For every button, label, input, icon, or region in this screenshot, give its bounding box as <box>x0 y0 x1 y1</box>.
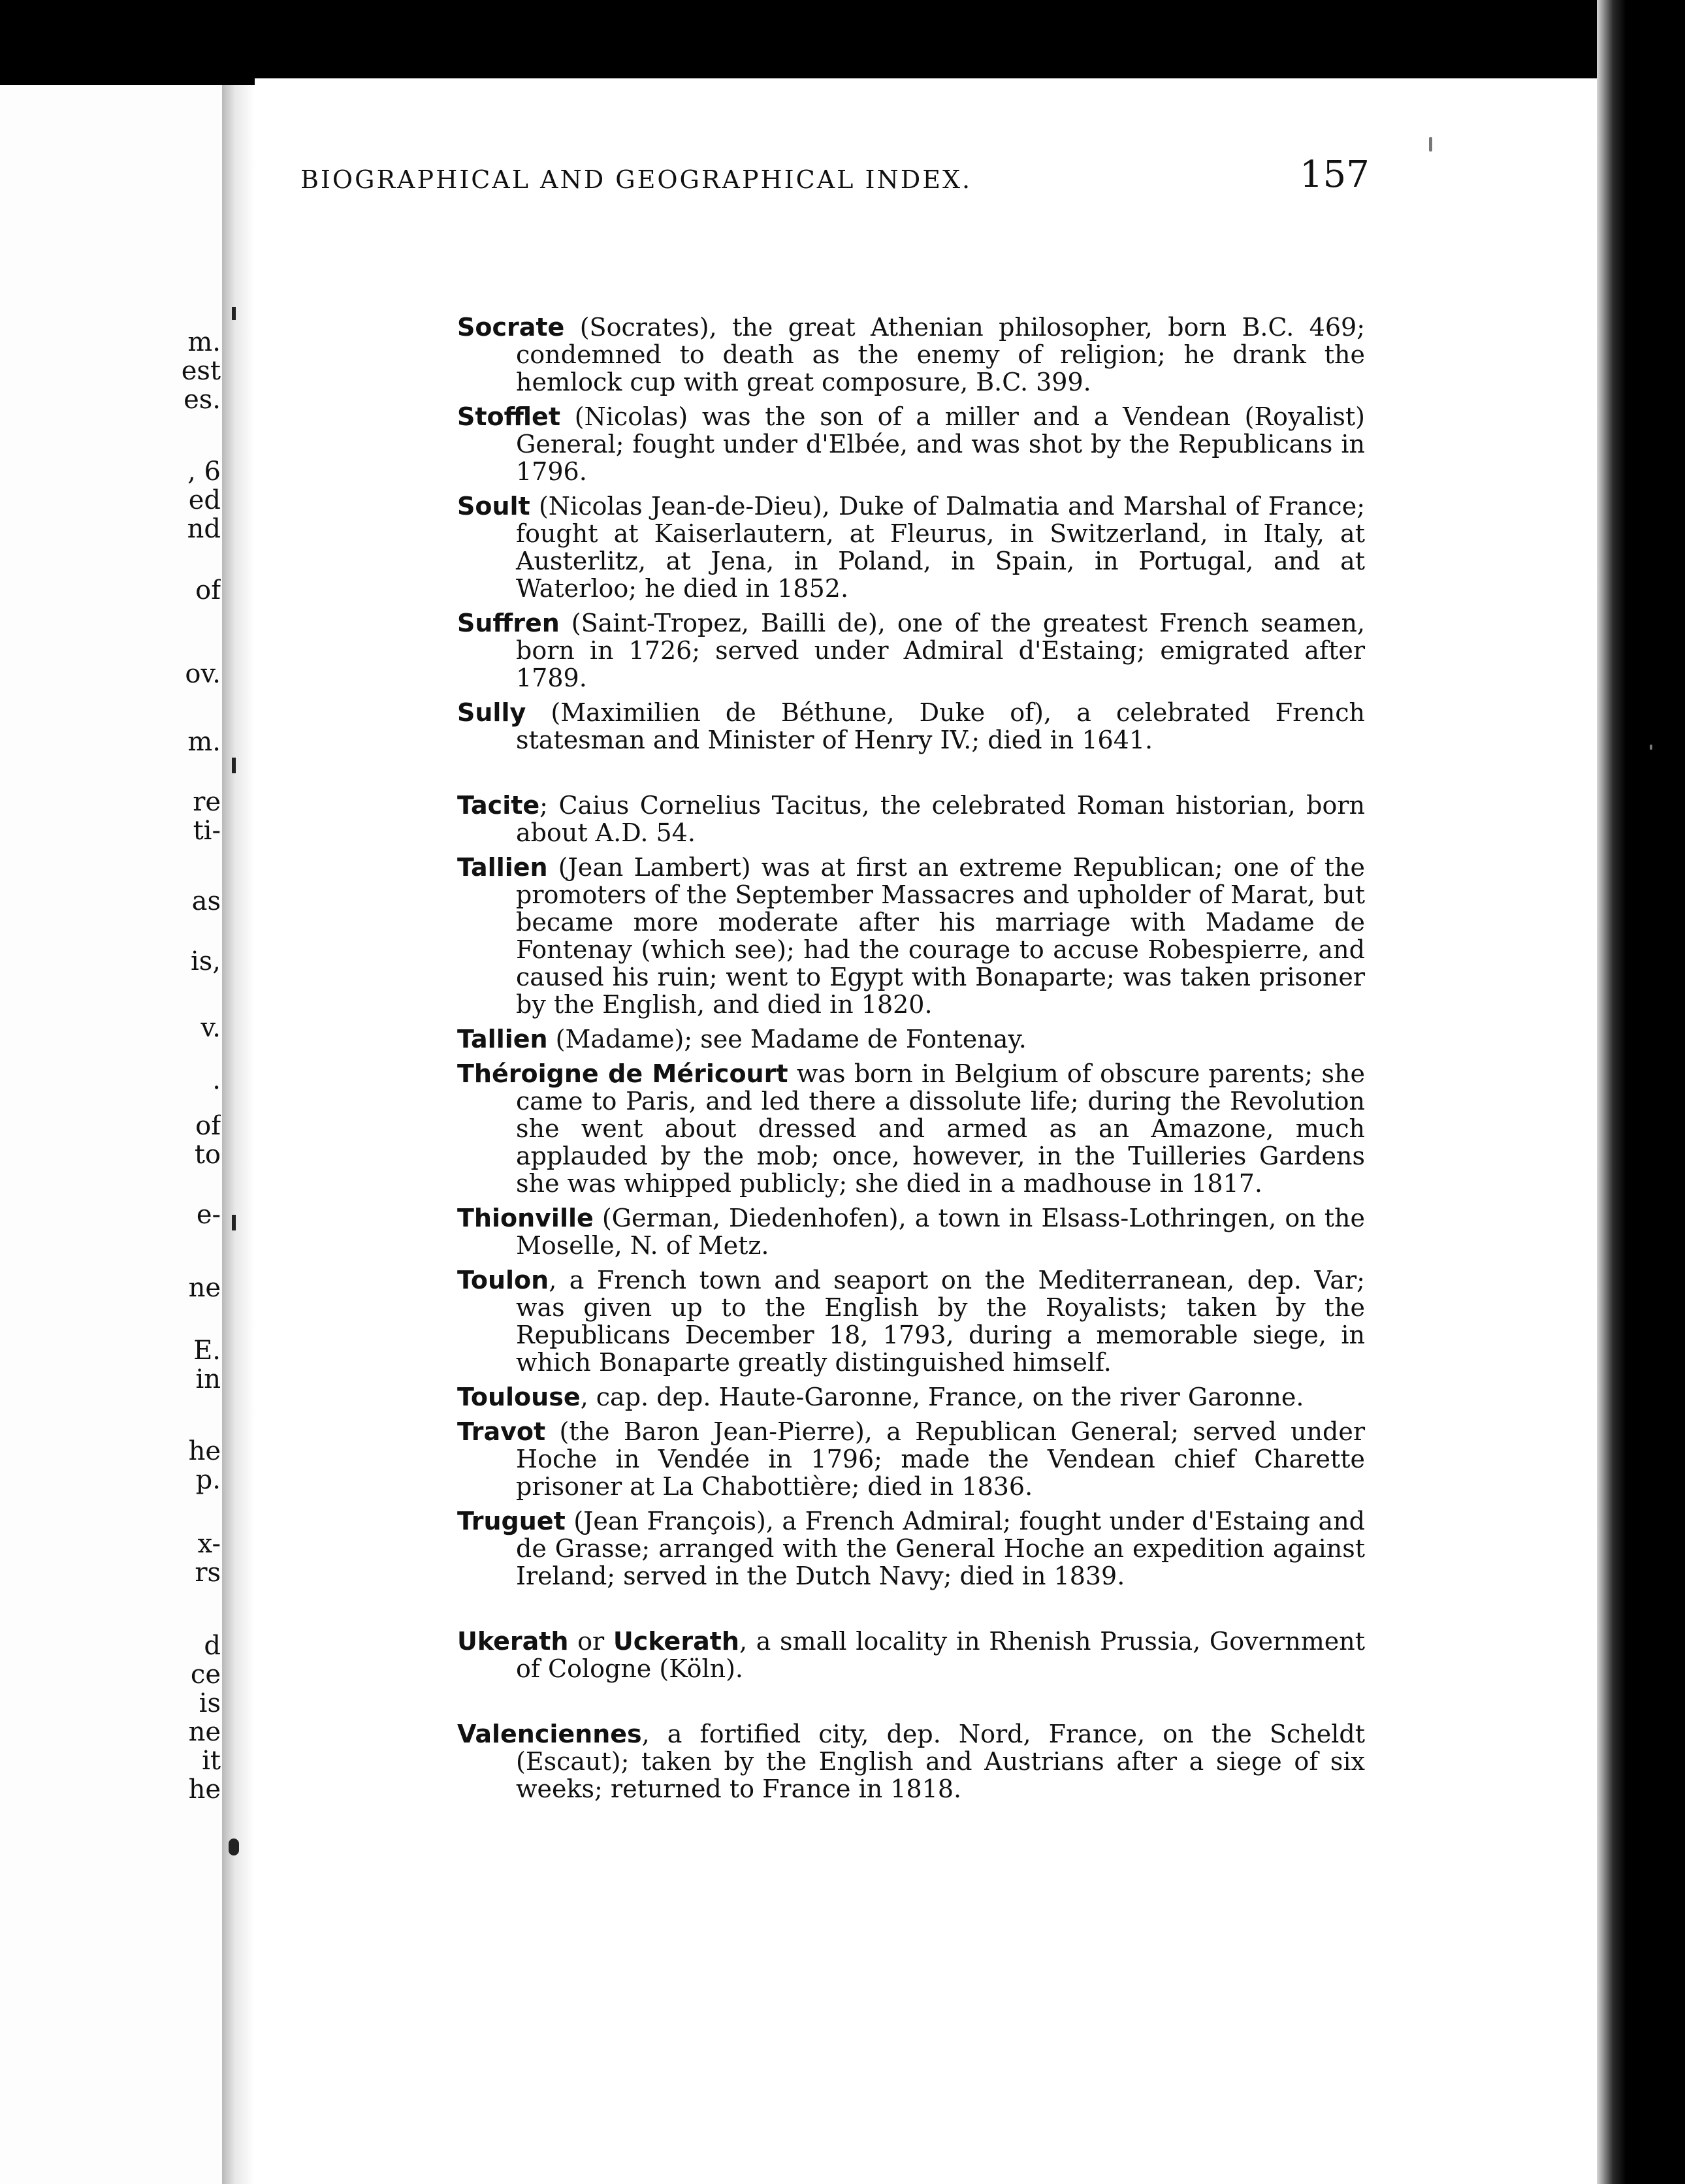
fragment: m. <box>187 728 221 756</box>
fragment: ov. <box>185 660 221 688</box>
entry-headword: Socrate <box>457 313 565 342</box>
fragment: in <box>195 1365 221 1394</box>
book-gutter <box>222 85 255 2184</box>
entry-headword: Tallien <box>457 1025 548 1053</box>
fragment: m. <box>187 328 221 357</box>
entry-text: , cap. dep. Haute-Garonne, France, on the river Garonne. <box>580 1383 1304 1411</box>
index-entry <box>457 1266 1365 1376</box>
entry-text: (German, Diedenhofen), a town in Elsass-Lothringen, on the Moselle, N. of Metz. <box>516 1204 1365 1260</box>
entry-text: was born in Belgium of obscure parents; she came to Paris, and led there a dissolute life; during the Revolution she went about dressed and armed as an Amazone, much applauded by the mob; once, however, in the Tuilleries Gardens she was whipped publicly; she died in a madhouse in 1817. <box>516 1059 1365 1198</box>
fragment: is, <box>190 947 221 976</box>
entry-headword: Soult <box>457 492 530 521</box>
scan-speck <box>1429 137 1432 152</box>
fragment: ne <box>188 1274 221 1302</box>
index-entry <box>457 792 1365 846</box>
index-entry <box>457 403 1365 485</box>
scan-speck <box>1650 745 1652 750</box>
fragment: re <box>193 788 221 816</box>
binding-knot <box>229 1839 239 1855</box>
fragment: p. <box>195 1466 221 1494</box>
index-entry <box>457 1383 1365 1411</box>
entry-text: (Maximilien de Béthune, Duke of), a celebrated French statesman and Minister of Henry IV.; died in 1641. <box>516 698 1365 754</box>
entry-headword-alt: Uckerath <box>613 1627 739 1656</box>
entry-headword: Tacite <box>457 791 540 820</box>
index-entry <box>457 1418 1365 1500</box>
index-entry <box>457 1628 1365 1682</box>
scan-border-right <box>1597 0 1685 2184</box>
fragment: , 6 <box>187 457 221 486</box>
entry-text: (Socrates), the great Athenian philosopher, born B.C. 469; condemned to death as the enemy of religion; he drank the hemlock cup with great composure, B.C. 399. <box>516 313 1365 396</box>
binding-thread-mark <box>232 1215 236 1230</box>
entry-text: (Nicolas Jean-de-Dieu), Duke of Dalmatia and Marshal of France; fought at Kaiserlautern, at Fleurus, in Switzerland, in Italy, at Austerlitz, at Jena, in Poland, in Spain, in Portugal, and at Waterloo; he died in 1852. <box>516 492 1365 603</box>
page-number: 157 <box>1300 153 1370 196</box>
entry-text: , a fortified city, dep. Nord, France, on the Scheldt (Escaut); taken by the English and Austrians after a siege of six weeks; returned to France in 1818. <box>516 1720 1365 1803</box>
index-entries <box>457 313 1365 1810</box>
entry-text: (Madame); see Madame de Fontenay. <box>547 1025 1027 1053</box>
fragment: d <box>204 1631 221 1660</box>
index-entry <box>457 854 1365 1018</box>
entry-headword: Toulon <box>457 1266 549 1294</box>
fragment: of <box>195 1112 221 1140</box>
binding-thread-mark <box>232 307 236 320</box>
index-entry <box>457 313 1365 396</box>
fragment: ne <box>188 1718 221 1746</box>
fragment: e- <box>196 1200 221 1229</box>
index-entry <box>457 1507 1365 1590</box>
fragment: es. <box>184 385 221 414</box>
entry-headword: Stofflet <box>457 402 560 431</box>
entry-text: (Jean François), a French Admiral; fought under d'Estaing and de Grasse; arranged with the General Hoche an expedition against Ireland; served in the Dutch Navy; died in 1839. <box>516 1507 1365 1590</box>
fragment: x- <box>197 1530 221 1558</box>
index-entry <box>457 1025 1365 1053</box>
running-head: BIOGRAPHICAL AND GEOGRAPHICAL INDEX. <box>300 165 972 194</box>
index-entry <box>457 1204 1365 1259</box>
entry-headword: Valenciennes <box>457 1720 642 1748</box>
entry-headword: Thionville <box>457 1204 594 1232</box>
fragment: v. <box>201 1014 221 1042</box>
fragment: it <box>202 1746 221 1775</box>
fragment: . <box>212 1066 221 1095</box>
entry-text: , a French town and seaport on the Mediterranean, dep. Var; was given up to the English by the Royalists; taken by the Republicans December 18, 1793, during a memorable siege, in which Bonaparte greatly distinguished himself. <box>516 1266 1365 1377</box>
scan-border-top <box>0 0 1685 85</box>
index-entry <box>457 609 1365 692</box>
fragment: ed <box>188 486 221 515</box>
entry-text: ; Caius Cornelius Tacitus, the celebrated Roman historian, born about A.D. 54. <box>516 791 1365 847</box>
fragment: he <box>188 1775 221 1804</box>
index-entry <box>457 699 1365 754</box>
fragment: rs <box>195 1558 221 1587</box>
entry-headword: Truguet <box>457 1507 566 1535</box>
entry-text: (Saint-Tropez, Bailli de), one of the greatest French seamen, born in 1726; served under Admiral d'Estaing; emigrated after 1789. <box>516 609 1365 692</box>
entry-headword: Toulouse <box>457 1383 581 1411</box>
index-entry <box>457 492 1365 602</box>
entry-headword: Travot <box>457 1417 546 1446</box>
entry-headword: Tallien <box>457 853 548 882</box>
facing-page-edge <box>0 85 222 2184</box>
fragment: E. <box>193 1336 221 1365</box>
fragment: to <box>194 1140 221 1169</box>
fragment: ce <box>190 1660 221 1689</box>
fragment: ti- <box>193 816 221 845</box>
fragment: as <box>191 887 221 916</box>
index-entry <box>457 1720 1365 1803</box>
entry-text: or <box>568 1627 613 1656</box>
entry-text: (Jean Lambert) was at first an extreme Republican; one of the promoters of the September Massacres and upholder of Marat, but became more moderate after his marriage with Madame de Fontenay (which see); had the courage to accuse Robespierre, and caused his ruin; went to Egypt with Bonaparte; was taken prisoner by the English, and died in 1820. <box>516 853 1365 1019</box>
entry-headword: Théroigne de Méricourt <box>457 1059 788 1088</box>
fragment: is <box>199 1689 221 1718</box>
entry-text: (the Baron Jean-Pierre), a Republican General; served under Hoche in Vendée in 1796; made the Vendean chief Charette prisoner at La Chabottière; died in 1836. <box>516 1417 1365 1501</box>
entry-headword: Sully <box>457 698 526 727</box>
fragment: est <box>181 357 221 385</box>
fragment: nd <box>187 515 221 543</box>
entry-headword: Suffren <box>457 609 560 637</box>
binding-thread-mark <box>232 758 236 773</box>
entry-text: (Nicolas) was the son of a miller and a Vendean (Royalist) General; fought under d'Elbée, and was shot by the Republicans in 1796. <box>516 402 1365 486</box>
facing-page-text-fragments <box>0 85 222 2184</box>
entry-text: , a small locality in Rhenish Prussia, Government of Cologne (Köln). <box>516 1627 1366 1683</box>
index-entry <box>457 1060 1365 1197</box>
fragment: of <box>195 576 221 605</box>
entry-headword: Ukerath <box>457 1627 569 1656</box>
fragment: he <box>188 1437 221 1466</box>
